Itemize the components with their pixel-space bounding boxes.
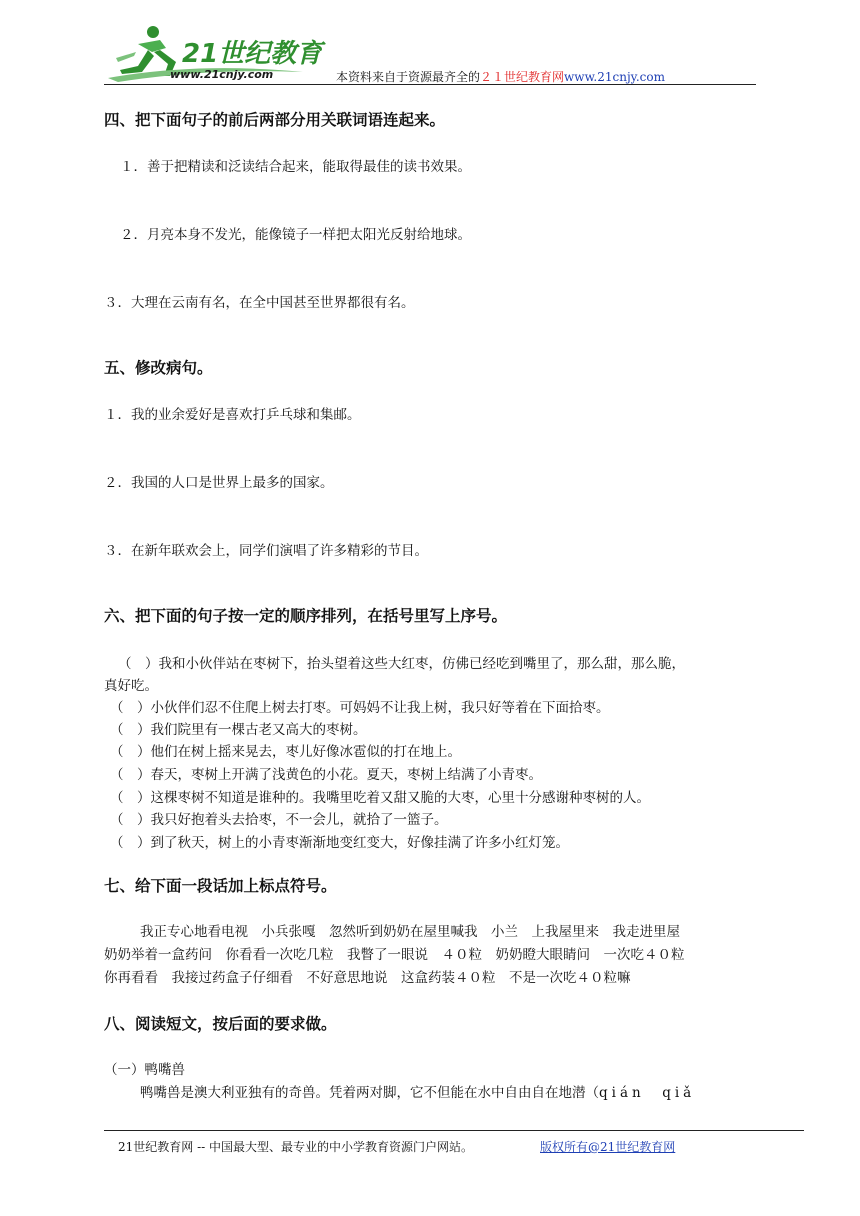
section7-line-3: 你再看看 我接过药盒子仔细看 不好意思地说 这盒药装４０粒 不是一次吃４０粒嘛: [104, 970, 631, 986]
section5-title: 五、修改病句。: [104, 359, 213, 377]
section8-para-text: 鸭嘴兽是澳大利亚独有的奇兽。凭着两对脚，它不但能在水中自由自在地潜（: [140, 1085, 599, 1101]
section6-item: （ ）这棵枣树不知道是谁种的。我嘴里吃着又甜又脆的大枣，心里十分感谢种枣树的人。: [110, 790, 650, 806]
section6-item-first: （ ）我和小伙伴站在枣树下，抬头望着这些大红枣，仿佛已经吃到嘴里了，那么甜，那么脆，: [118, 656, 685, 672]
section5-item-2: ２．我国的人口是世界上最多的国家。: [104, 475, 334, 491]
section6-item: （ ）他们在树上摇来晃去，枣儿好像冰雹似的打在地上。: [110, 744, 461, 760]
header-site-name: ２１世纪教育网: [480, 70, 565, 84]
section6-item: （ ）我只好抱着头去拾枣，不一会儿，就拾了一篮子。: [110, 812, 448, 828]
header-note: [336, 68, 665, 85]
header-note-prefix: 本资料来自于资源最齐全的: [336, 70, 481, 84]
section5-item-3: ３．在新年联欢会上，同学们演唱了许多精彩的节目。: [104, 543, 428, 559]
section8-title: 八、阅读短文，按后面的要求做。: [104, 1015, 337, 1033]
svg-text:21世纪教育: 21世纪教育: [182, 39, 323, 69]
site-logo: [108, 22, 323, 84]
runner-icon: [116, 26, 176, 76]
section6-item: （ ）小伙伴们忍不住爬上树去打枣。可妈妈不让我上树，我只好等着在下面拾枣。: [110, 700, 610, 716]
section6-title: 六、把下面的句子按一定的顺序排列，在括号里写上序号。: [104, 607, 508, 625]
section6-item: （ ）我们院里有一棵古老又高大的枣树。: [110, 722, 367, 738]
footer-slogan: 21世纪教育网 -- 中国最大型、最专业的中小学教育资源门户网站。: [118, 1140, 474, 1154]
section6-item: （ ）到了秋天，树上的小青枣渐渐地变红变大，好像挂满了许多小红灯笼。: [110, 835, 569, 851]
section4-item-3: ３．大理在云南有名，在全中国甚至世界都很有名。: [104, 295, 415, 311]
footer-copyright-link[interactable]: 版权所有@21世纪教育网: [540, 1140, 676, 1154]
section7-title: 七、给下面一段话加上标点符号。: [104, 877, 337, 895]
section4-item-2: ２．月亮本身不发光，能像镜子一样把太阳光反射给地球。: [120, 227, 471, 243]
section5-item-1: １．我的业余爱好是喜欢打乒乓球和集邮。: [104, 407, 361, 423]
section8-pinyin: qián qiǎ: [599, 1085, 696, 1101]
section8-subtitle: （一）鸭嘴兽: [104, 1062, 185, 1078]
svg-text:www.21cnjy.com: www.21cnjy.com: [170, 68, 274, 81]
section6-item-first-cont: 真好吃。: [104, 678, 158, 694]
section7-line-1: 我正专心地看电视 小兵张嘎 忽然听到奶奶在屋里喊我 小兰 上我屋里来 我走进里屋: [140, 924, 680, 940]
section6-item: （ ）春天，枣树上开满了浅黄色的小花。夏天，枣树上结满了小青枣。: [110, 767, 542, 783]
footer-divider: [104, 1130, 804, 1131]
section8-paragraph: [140, 1081, 695, 1101]
section4-item-1: １．善于把精读和泛读结合起来，能取得最佳的读书效果。: [120, 159, 471, 175]
section7-line-2: 奶奶举着一盒药问 你看看一次吃几粒 我瞥了一眼说 ４０粒 奶奶瞪大眼睛问 一次吃４０粒: [104, 947, 685, 963]
section4-title: 四、把下面句子的前后两部分用关联词语连起来。: [104, 111, 446, 129]
header-site-url[interactable]: www.21cnjy.com: [564, 70, 665, 84]
header-divider: [104, 84, 756, 85]
